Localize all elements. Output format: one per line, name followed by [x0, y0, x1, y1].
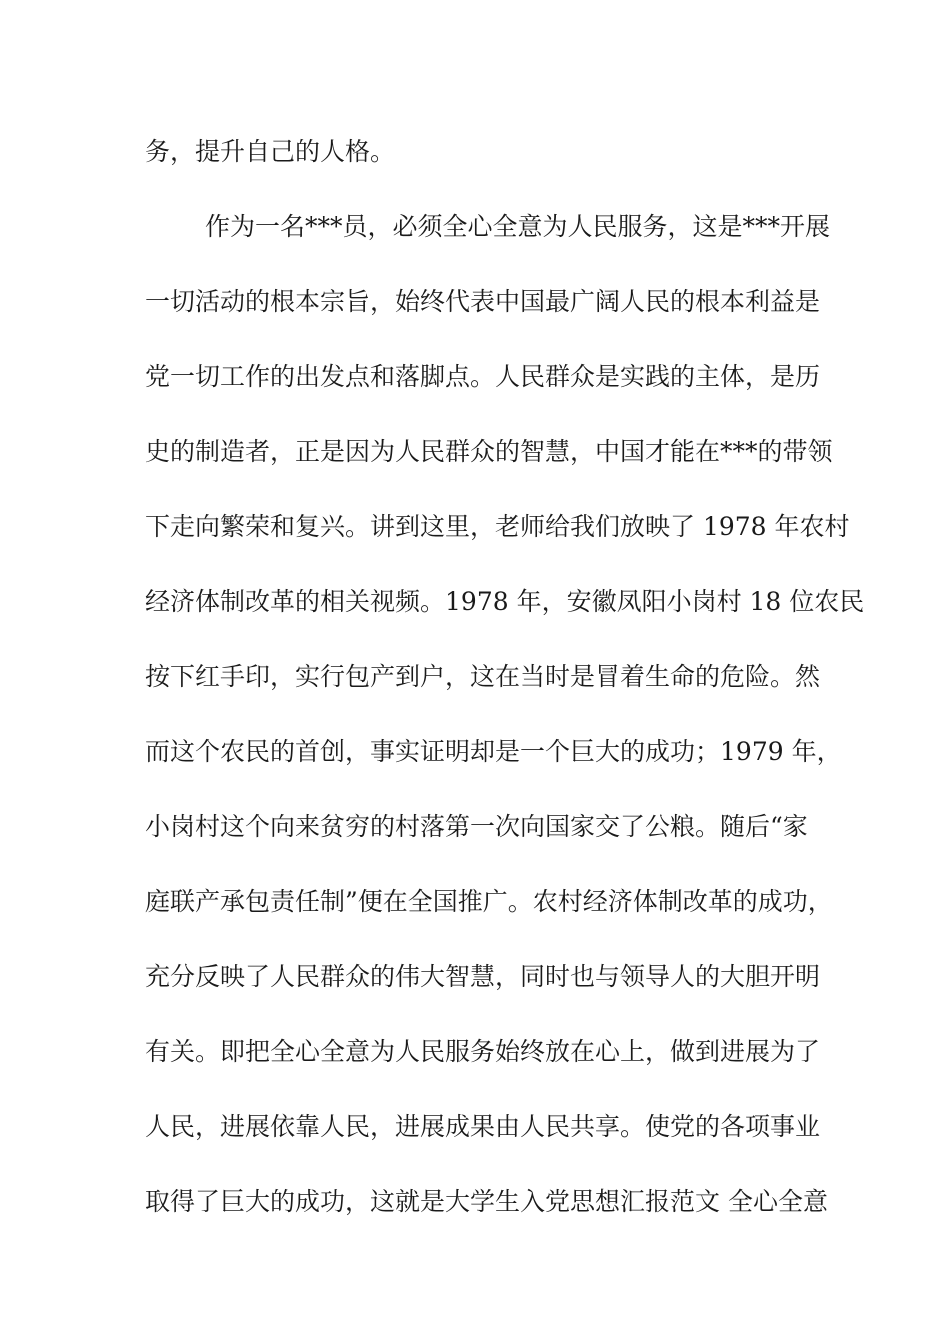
text-line: 而这个农民的首创，事实证明却是一个巨大的成功；1979 年，	[145, 737, 842, 766]
text-line: 务，提升自己的人格。	[145, 137, 396, 166]
text-line: 党一切工作的出发点和落脚点。人民群众是实践的主体，是历	[145, 362, 821, 391]
text-line: 小岗村这个向来贫穷的村落第一次向国家交了公粮。随后“家	[145, 812, 808, 841]
text-line: 人民，进展依靠人民，进展成果由人民共享。使党的各项事业	[145, 1112, 821, 1141]
text-line: 经济体制改革的相关视频。1978 年，安徽凤阳小岗村 18 位农民	[145, 587, 865, 616]
paragraph-first-line: 作为一名***员，必须全心全意为人民服务，这是***开展	[205, 212, 831, 241]
text-line: 有关。即把全心全意为人民服务始终放在心上，做到进展为了	[145, 1037, 821, 1066]
text-line: 史的制造者，正是因为人民群众的智慧，中国才能在***的带领	[145, 437, 833, 466]
text-line: 庭联产承包责任制”便在全国推广。农村经济体制改革的成功，	[145, 887, 833, 916]
text-line: 按下红手印，实行包产到户，这在当时是冒着生命的危险。然	[145, 662, 821, 691]
text-line: 取得了巨大的成功，这就是大学生入党思想汇报范文 全心全意	[145, 1187, 828, 1216]
text-line: 充分反映了人民群众的伟大智慧，同时也与领导人的大胆开明	[145, 962, 821, 991]
text-line: 下走向繁荣和复兴。讲到这里，老师给我们放映了 1978 年农村	[145, 512, 850, 541]
text-line: 一切活动的根本宗旨，始终代表中国最广阔人民的根本利益是	[145, 287, 821, 316]
